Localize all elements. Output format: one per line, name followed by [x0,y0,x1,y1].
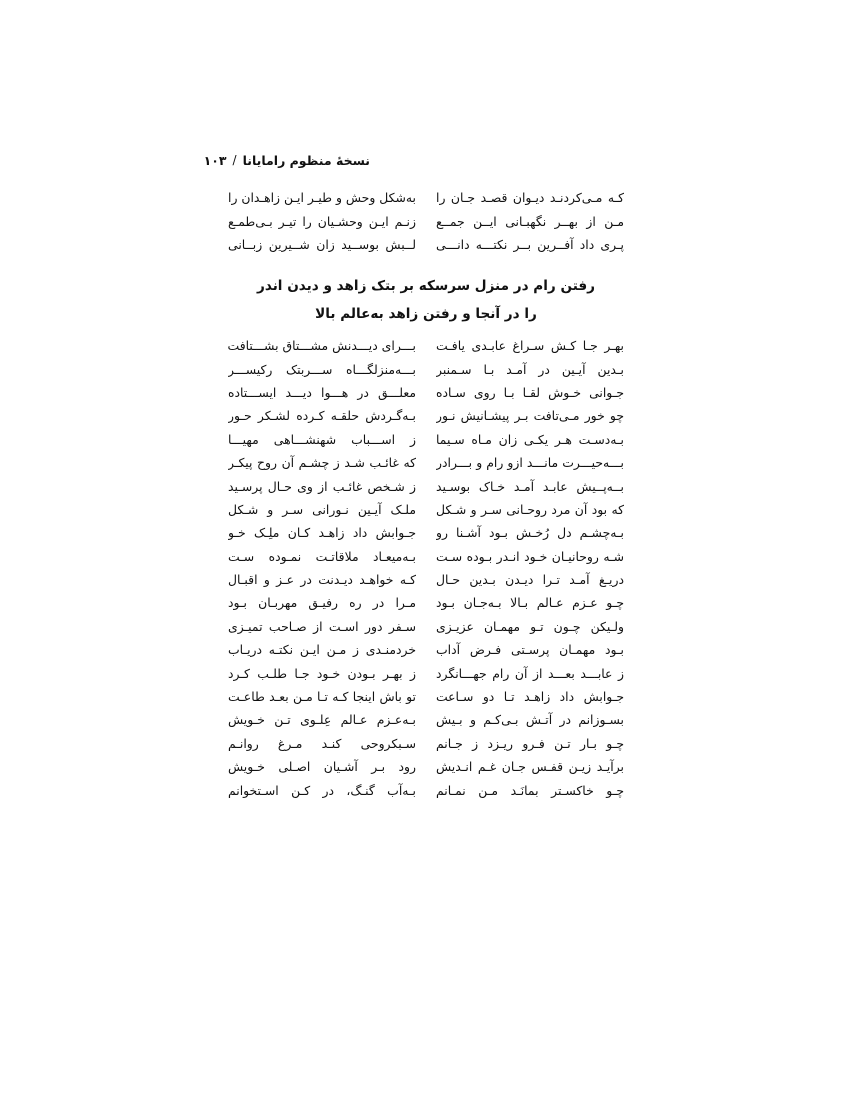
couplet [228,521,624,544]
hemistich-first: بهـر جـا کـش سـراغ عابـدی یافـت [436,338,624,354]
couplet [228,357,624,380]
couplet [228,685,624,708]
hemistich-second: زنـم ایـن وحشـیان را تیـر بـی‌طمـع [228,213,416,229]
couplet [228,708,624,731]
hemistich-first: چـو خاکسـتر بمانَـد مـن نمـانم [436,782,624,798]
hemistich-first: پـری داد آفــرین بــر نکتـــه دانـــی [436,236,624,252]
couplet [228,498,624,521]
couplet [228,638,624,661]
hemistich-second: تو باش اینجا کـه تـا مـن بعـد طاعـت [228,689,416,705]
hemistich-first: بـود مهمـان پرسـتی فـرض آداب [436,642,624,658]
hemistich-second: بـه‌آب گنـگ، در کـن اسـتخوانم [228,782,416,798]
hemistich-first: بـه‌چشـم دل رُخـش بـود آشـنا رو [436,525,624,541]
hemistich-first: شـه روحانیـان خـود انـدر بـوده سـت [436,548,624,564]
hemistich-first: مـن از بهــر نگهبـانی ایــن جمــع [436,213,624,229]
couplet [228,451,624,474]
hemistich-second: خردمنـدی ز مـن ایـن نکتـه دریـاب [228,642,416,658]
couplet [228,428,624,451]
poem-block-top [228,186,624,256]
hemistich-first: بــه‌پــیش عابـد آمـد خـاک بوسـید [436,478,624,494]
hemistich-second: جـوابش داد زاهـد کـان ملِـک خـو [228,525,416,541]
hemistich-first: که بود آن مرد روحـانی سـر و شـکل [436,501,624,517]
hemistich-first: ولـیکن چـون تـو مهمـان عزیـزی [436,618,624,634]
hemistich-second: ز بهـر بـودن خـود جـا طلـب کـرد [228,665,416,681]
couplet [228,404,624,427]
hemistich-first: چـو عـزم عـالم بـالا بـه‌جـان بـود [436,595,624,611]
poem-block-main [228,334,624,802]
hemistich-first: برآیـد زیـن قفـس جـان غـم انـدیش [436,759,624,775]
hemistich-first: جـوانی خـوش لقـا بـا روی سـاده [436,384,624,400]
couplet [228,334,624,357]
section-heading [228,272,624,328]
hemistich-second: سـفر دور اسـت از صـاحب تمیـزی [228,618,416,634]
hemistich-second: بـــه‌منزلگـــاه ســـربتک رکیســـر [228,361,416,377]
hemistich-second: کـه خواهـد دیـدنت در عـز و اقبـال [228,572,416,588]
header-separator: / [232,153,237,167]
hemistich-second: ز شـخص غائـب از وی حـال پرسـید [228,478,416,494]
couplet [228,209,624,232]
hemistich-first: بـدین آیـین در آمـد بـا سـمنبر [436,361,624,377]
section-heading-line-1: رفتن رام در منزل سرسکه بر بتک زاهد و دیدن اندر [257,278,595,294]
running-head [203,150,370,170]
hemistich-first: جـوابش داد زاهـد تـا دو سـاعت [436,689,624,705]
hemistich-second: ز اســـباب شهنشـــاهی مهیـــا [228,431,416,447]
hemistich-second: بـه‌گـردش حلقـه کـرده لشـکر حـور [228,408,416,424]
hemistich-second: به‌شکل وحش و طیـر ایـن زاهـدان را [228,190,416,206]
hemistich-first: کـه مـی‌کردنـد دیـوان قصـد جـان را [436,190,624,206]
couplet [228,778,624,801]
hemistich-second: رود بـر آشـیان اصـلی خـویش [228,759,416,775]
couplet [228,732,624,755]
hemistich-second: سـبکروحی کنـد مـرغ روانـم [228,735,416,751]
book-title: نسخهٔ منظوم رامایانا [242,152,370,168]
couplet [228,591,624,614]
couplet [228,661,624,684]
couplet [228,233,624,256]
couplet [228,755,624,778]
couplet [228,474,624,497]
hemistich-second: لــبش بوســید زان شــیرین زبــانی [228,236,416,252]
hemistich-second: ملـک آیـین نـورانی سـر و شـکل [228,501,416,517]
hemistich-second: معلـــق در هـــوا دیـــد ایســـتاده [228,384,416,400]
hemistich-second: که غائـب شـد ز چشـم آن روح پیکـر [228,455,416,471]
hemistich-second: بـــرای دیـــدنش مشـــتاق بشـــتافت [228,338,416,354]
page-number: ۱۰۳ [203,152,227,168]
hemistich-first: ز عابـــد بعـــد از آن رام جهـــانگرد [436,665,624,681]
couplet [228,568,624,591]
hemistich-first: دریـغ آمـد تـرا دیـدن بـدین حـال [436,572,624,588]
hemistich-first: چـو بـار تـن فـرو ریـزد ز جـانم [436,735,624,751]
hemistich-first: بـه‌دسـت هـر یکـی زان مـاه سـیما [436,431,624,447]
couplet [228,615,624,638]
couplet [228,381,624,404]
section-heading-line-2: را در آنجا و رفتن زاهد به‌عالم بالا [315,306,537,322]
couplet [228,186,624,209]
hemistich-second: مـرا در ره رفیـق مهربـان بـود [228,595,416,611]
hemistich-first: چو خور مـی‌تافت بـر پیشـانیش نـور [436,408,624,424]
couplet [228,545,624,568]
hemistich-first: بـــه‌حیـــرت مانـــد ازو رام و بـــرادر [436,455,624,471]
hemistich-second: بـه‌عـزم عـالم عِلـوی تـن خـویش [228,712,416,728]
hemistich-second: بـه‌میعـاد ملاقاتـت نمـوده سـت [228,548,416,564]
hemistich-first: بسـوزانم در آتـش بـی‌کـم و بـیش [436,712,624,728]
